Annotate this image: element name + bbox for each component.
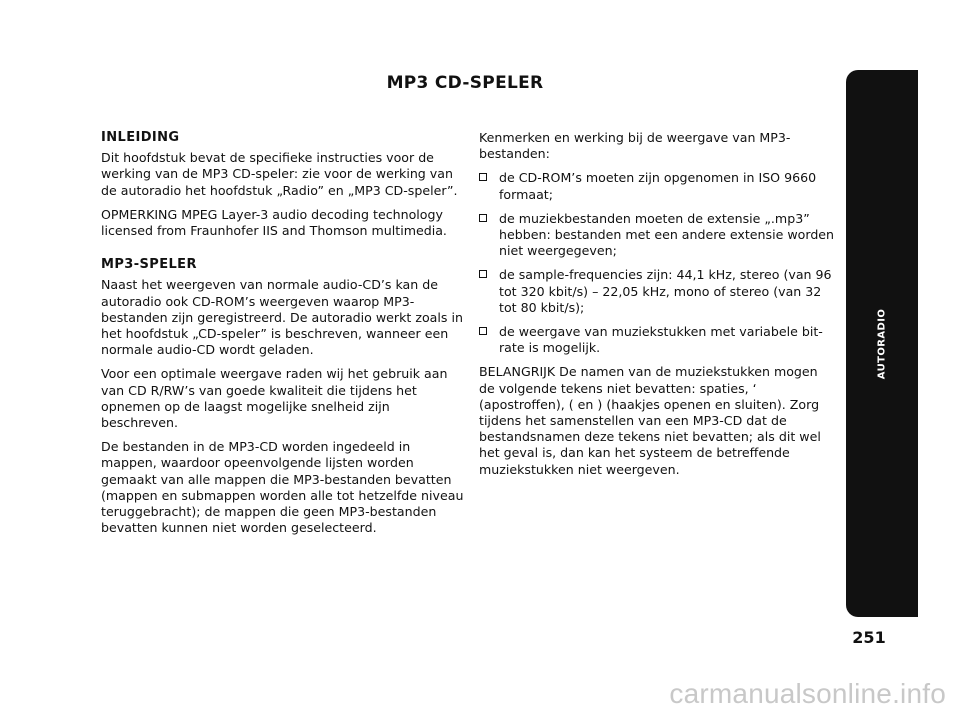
right-column	[479, 130, 835, 486]
checkbox-bullet-icon	[479, 327, 487, 335]
list-item-text: de weergave van muziekstukken met variabele bit-rate is mogelijk.	[499, 324, 823, 356]
list-item	[479, 267, 835, 316]
list-item	[479, 170, 835, 202]
checkbox-bullet-icon	[479, 270, 487, 278]
paragraph-features-intro: Kenmerken en werking bij de weergave van MP3-bestanden:	[479, 130, 791, 162]
left-column	[101, 130, 466, 544]
checkbox-bullet-icon	[479, 214, 487, 222]
list-item	[479, 324, 835, 356]
paragraph-important: BELANGRIJK De namen van de muziekstukken mogen de volgende tekens niet bevatten: spaties, ‘ (apostroffen), ( en ) (haakjes openen en sluiten). Zorg tijdens het samenstellen van een MP3-CD dat de bestandsnamen deze tekens niet bevatten; als dit wel het geval is, dan kan het systeem de betreffende muziekstukken niet weergeven.	[479, 364, 821, 477]
page-title: MP3 CD-SPELER	[386, 73, 544, 93]
paragraph-optimal-playback: Voor een optimale weergave raden wij het gebruik aan van CD R/RW’s van goede kwaliteit die tijdens het opnemen op de laagst mogelijke snelheid zijn beschreven.	[101, 366, 448, 431]
list-item	[479, 211, 835, 260]
paragraph-intro: Dit hoofdstuk bevat de specifieke instructies voor de werking van de MP3 CD-speler: zie voor de werking van de autoradio het hoofdstuk „Radio” en „MP3 CD-speler”.	[101, 150, 458, 198]
heading-inleiding: INLEIDING	[101, 130, 180, 145]
list-item-text: de CD-ROM’s moeten zijn opgenomen in ISO 9660 formaat;	[499, 170, 817, 202]
list-item-text: de sample-frequencies zijn: 44,1 kHz, stereo (van 96 tot 320 kbit/s) – 22,05 kHz, mono of stereo (van 32 tot 80 kbit/s);	[499, 267, 832, 315]
list-item-text: de muziekbestanden moeten de extensie „.mp3” hebben: bestanden met een andere extensie worden niet weergegeven;	[499, 210, 835, 259]
paragraph-mp3-playback: Naast het weergeven van normale audio-CD’s kan de autoradio ook CD-ROM’s weergeven waarop MP3-bestanden zijn geregistreerd. De autoradio werkt zoals in het hoofdstuk „CD-speler” is beschreven, wanneer een normale audio-CD wordt geladen.	[101, 277, 463, 358]
heading-mp3-speler: MP3-SPELER	[101, 257, 197, 273]
section-tab	[846, 70, 918, 617]
page-number: 251	[852, 628, 886, 647]
checkbox-bullet-icon	[479, 173, 487, 181]
paragraph-note: OPMERKING MPEG Layer-3 audio decoding technology licensed from Fraunhofer IIS and Thomson multimedia.	[101, 206, 447, 239]
section-tab-label: AUTORADIO	[876, 308, 888, 379]
watermark: carmanualsonline.info	[669, 678, 946, 709]
paragraph-folders: De bestanden in de MP3-CD worden ingedeeld in mappen, waardoor opeenvolgende lijsten worden gemaakt van alle mappen die MP3-bestanden bevatten (mappen en submappen worden alle tot hetzelfde niveau teruggebracht); de mappen die geen MP3-bestanden bevatten kunnen niet worden geselecteerd.	[101, 439, 464, 536]
